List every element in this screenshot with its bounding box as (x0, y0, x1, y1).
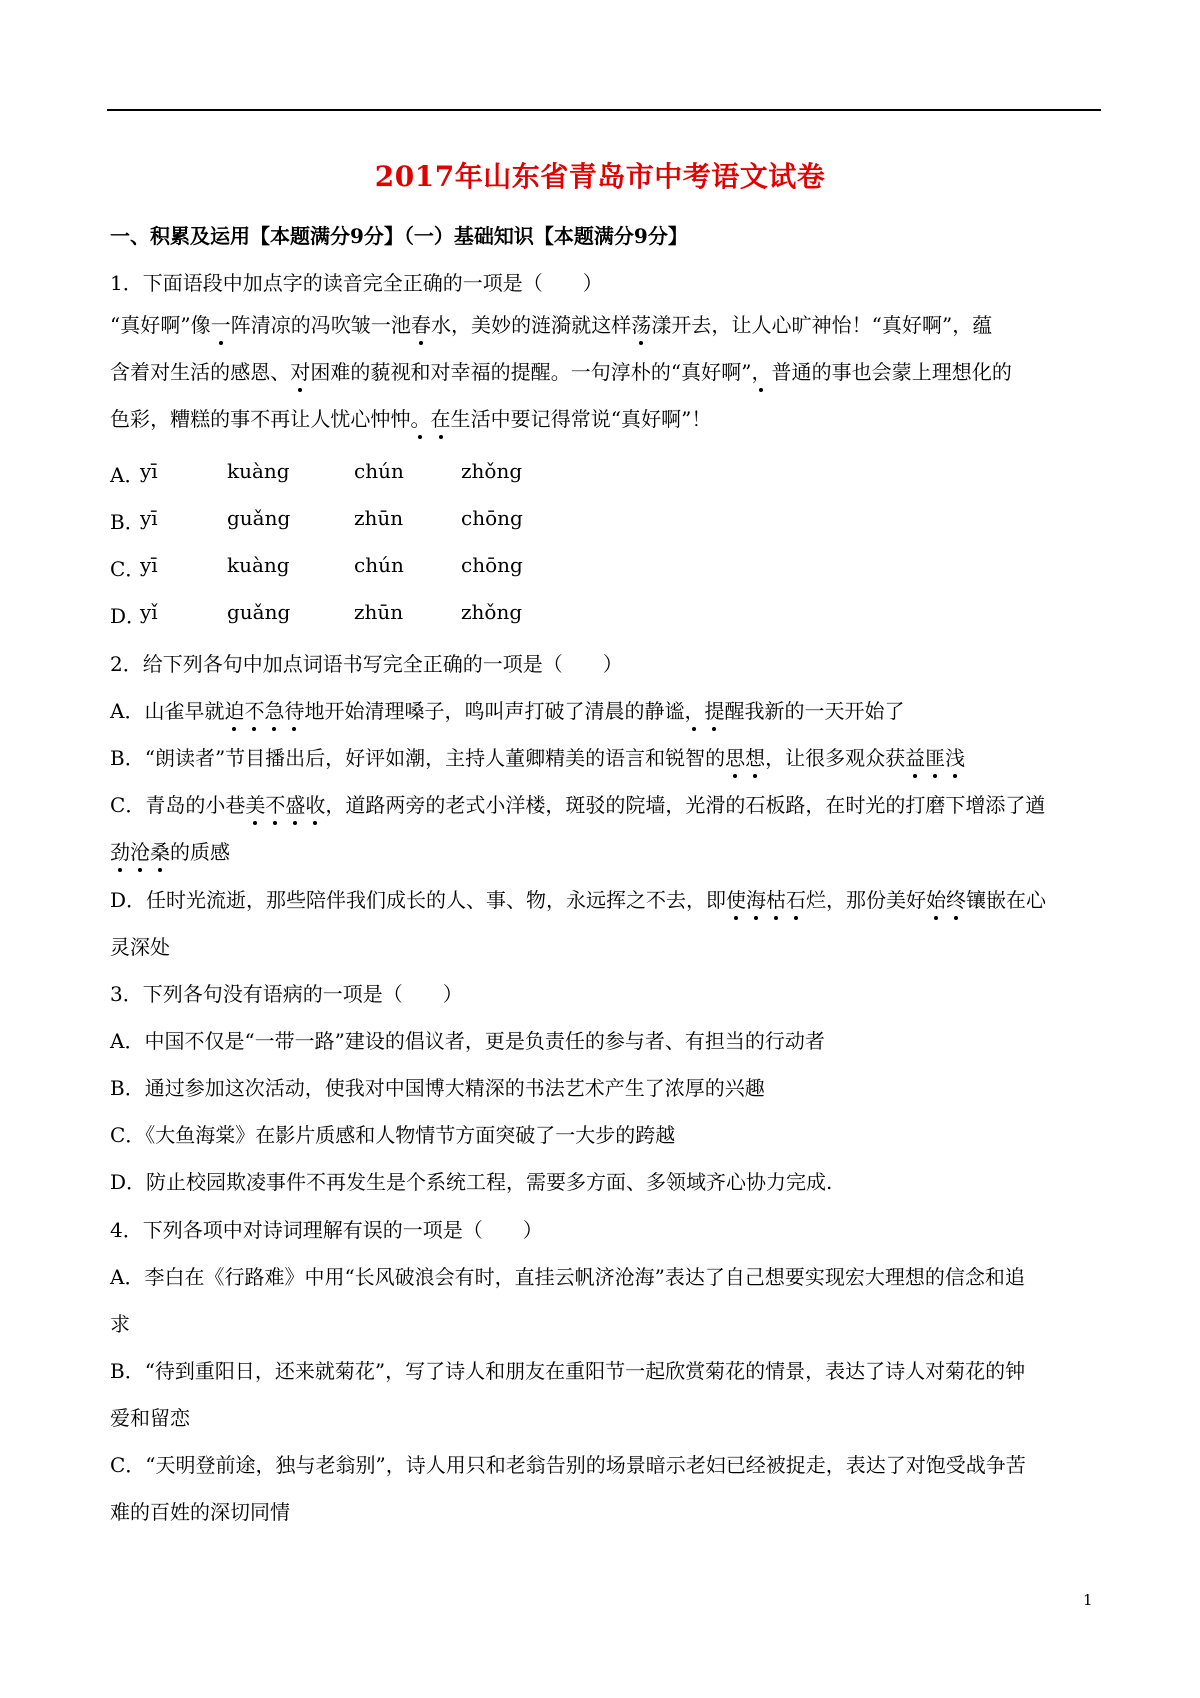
q3-stem: 3．下列各句没有语病的一项是（ ） (110, 982, 463, 1006)
emphasis-dot-char: 盛 (285, 789, 305, 818)
emphasis-dot-char: 。 (410, 403, 430, 432)
page-title: 2017年山东省青岛市中考语文试卷 (374, 160, 826, 193)
emphasis-dot-char: 迫 (224, 695, 244, 724)
emphasis-dot-char: 待 (284, 695, 304, 724)
emphasis-dot-char: 春 (411, 309, 431, 338)
emphasis-dot-char: 海 (746, 884, 766, 913)
q4-option-b-line-2: 爱和留恋 (110, 1406, 190, 1430)
emphasis-dot-char: 不 (265, 789, 285, 818)
q1-passage-line-2: 含着对生活的感恩、对困难的藐视和对幸福的提醒。一句淳朴的“真好啊”，普通的事也会蒙上理想化的 (110, 356, 1012, 385)
pinyin-4: zhǒng (461, 600, 523, 624)
emphasis-dot-char: 在 (431, 403, 451, 432)
q4-option-c-line-1[interactable]: C．“天明登前途，独与老翁别”，诗人用只和老翁告别的场景暗示老妇已经被捉走，表达了对饱受战争苦 (110, 1453, 1026, 1477)
q2-option-b[interactable]: B．“朗读者”节目播出后，好评如潮，主持人董卿精美的语言和锐智的思想，让很多观众获益匪浅 (110, 742, 965, 771)
emphasis-dot-char: 劲 (110, 836, 130, 865)
emphasis-dot-char: 思 (725, 742, 745, 771)
emphasis-dot-char: 浅 (945, 742, 965, 771)
emphasis-dot-char: 益 (905, 742, 925, 771)
pinyin-3: zhūn (354, 600, 404, 624)
emphasis-dot-char: 急 (264, 695, 284, 724)
q1-stem: 1．下面语段中加点字的读音完全正确的一项是（ ） (110, 271, 603, 295)
pinyin-1: yī (140, 459, 158, 483)
emphasis-dot-char: ， (684, 695, 704, 724)
pinyin-2: kuàng (227, 553, 290, 577)
pinyin-2: guǎng (227, 506, 291, 530)
pinyin-3: chún (354, 459, 404, 483)
q1-passage-line-1: “真好啊”像一阵清凉的冯吹皱一池春水，美妙的涟漪就这样荡漾开去，让人心旷神怡！“真好啊”，蕴 (110, 309, 992, 338)
emphasis-dot-char: 想 (745, 742, 765, 771)
pinyin-3: chún (354, 553, 404, 577)
pinyin-3: zhūn (354, 506, 404, 530)
q4-option-b-line-1[interactable]: B．“待到重阳日，还来就菊花”，写了诗人和朋友在重阳节一起欣赏菊花的情景，表达了诗人对菊花的钟 (110, 1359, 1026, 1383)
emphasis-dot-char: 匪 (925, 742, 945, 771)
emphasis-dot-char: 石 (786, 884, 806, 913)
emphasis-dot-char: 桑 (150, 836, 170, 865)
pinyin-1: yǐ (140, 600, 158, 624)
q1-passage-line-3: 色彩，糟糕的事不再让人忧心忡忡。在生活中要记得常说“真好啊”！ (110, 403, 711, 432)
emphasis-dot-char: 始 (926, 884, 946, 913)
q2-stem: 2．给下列各句中加点词语书写完全正确的一项是（ ） (110, 652, 623, 676)
emphasis-dot-char: 提 (704, 695, 724, 724)
emphasis-dot-char: 枯 (766, 884, 786, 913)
q3-option-b[interactable]: B．通过参加这次活动，使我对中国博大精深的书法艺术产生了浓厚的兴趣 (110, 1076, 765, 1100)
q2-option-a[interactable]: A．山雀早就迫不急待地开始清理嗓子，鸣叫声打破了清晨的静谧，提醒我新的一天开始了 (110, 695, 904, 724)
section-heading: 一、积累及运用【本题满分9分】（一）基础知识【本题满分9分】 (110, 224, 688, 248)
q4-option-a-line-1[interactable]: A．李白在《行路难》中用“长风破浪会有时，直挂云帆济沧海”表达了自己想要实现宏大理想的信念和追 (110, 1265, 1025, 1289)
pinyin-2: kuàng (227, 459, 290, 483)
q4-option-c-line-2: 难的百姓的深切同情 (110, 1500, 290, 1524)
emphasis-dot-char: 荡 (631, 309, 651, 338)
pinyin-1: yī (140, 506, 158, 530)
q3-option-d[interactable]: D．防止校园欺凌事件不再发生是个系统工程，需要多方面、多领域齐心协力完成. (110, 1170, 833, 1194)
emphasis-dot-char: 不 (244, 695, 264, 724)
q4-option-a-line-2: 求 (110, 1312, 130, 1336)
emphasis-dot-char: 对 (290, 356, 310, 385)
q2-option-d-line-1[interactable]: D．任时光流逝，那些陪伴我们成长的人、事、物，永远挥之不去，即使海枯石烂，那份美好始终镶嵌在心 (110, 884, 1046, 913)
option-label: B． (110, 510, 145, 534)
emphasis-dot-char: 美 (245, 789, 265, 818)
emphasis-dot-char: 使 (726, 884, 746, 913)
emphasis-dot-char: ， (751, 356, 771, 385)
emphasis-dot-char: 沧 (130, 836, 150, 865)
pinyin-1: yī (140, 553, 158, 577)
pinyin-4: zhǒng (461, 459, 523, 483)
emphasis-dot-char: 终 (946, 884, 966, 913)
header-rule (107, 109, 1101, 111)
q4-stem: 4．下列各项中对诗词理解有误的一项是（ ） (110, 1218, 543, 1242)
q2-option-c-line-2: 劲沧桑的质感 (110, 836, 230, 865)
pinyin-2: guǎng (227, 600, 291, 624)
pinyin-4: chōng (461, 506, 523, 530)
page-number: 1 (1083, 1591, 1093, 1609)
emphasis-dot-char: 收 (305, 789, 325, 818)
option-label: C． (110, 557, 146, 581)
q3-option-a[interactable]: A．中国不仅是“一带一路”建设的倡议者，更是负责任的参与者、有担当的行动者 (110, 1029, 825, 1053)
q2-option-d-line-2: 灵深处 (110, 935, 170, 959)
q2-option-c-line-1[interactable]: C．青岛的小巷美不盛收，道路两旁的老式小洋楼，斑驳的院墙，光滑的石板路，在时光的打磨下增添了遒 (110, 789, 1045, 818)
q3-option-c[interactable]: C．《大鱼海棠》在影片质感和人物情节方面突破了一大步的跨越 (110, 1123, 676, 1147)
option-label: D． (110, 604, 147, 628)
emphasis-dot-char: 一 (211, 309, 231, 338)
option-label: A． (110, 463, 145, 487)
pinyin-4: chōng (461, 553, 523, 577)
